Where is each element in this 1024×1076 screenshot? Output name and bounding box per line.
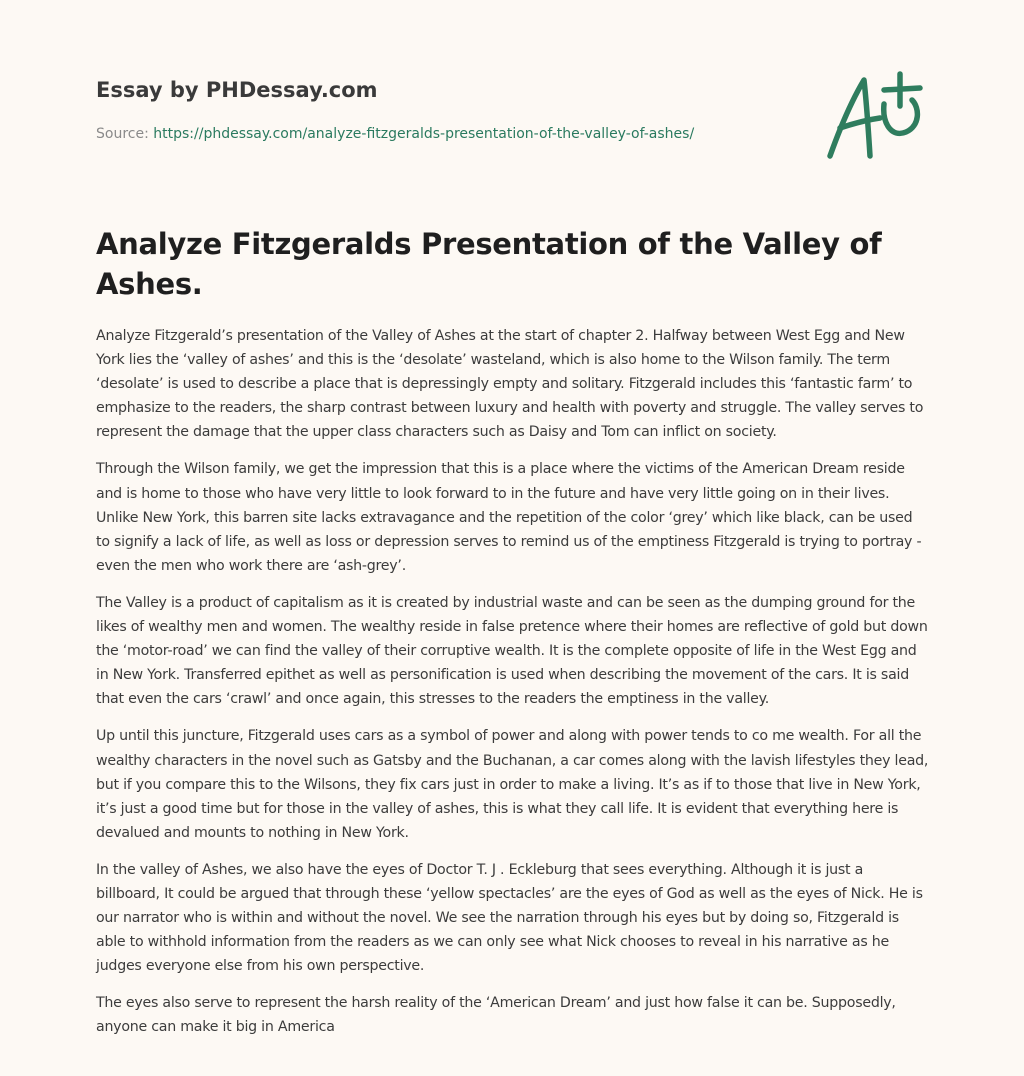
essay-paragraph: The eyes also serve to represent the harsh reality of the ‘American Dream’ and just how false it can be. Supposedly, anyone can make it big in America	[96, 995, 896, 1036]
essay-paragraph: Up until this juncture, Fitzgerald uses cars as a symbol of power and along with power tends to co me wealth. For all the wealthy characters in the novel such as Gatsby and the Buchanan, a car comes along with the lavish lifestyles they lead, but if you compare this to the Wilsons, they fix cars just in order to make a living. It’s as if to those that live in New York, it’s just a good time but for those in the valley of ashes, this is what they call life. It is evident that everything here is devalued and mounts to nothing in New York.	[96, 728, 929, 841]
source-link[interactable]: https://phdessay.com/analyze-fitzgeralds-presentation-of-the-valley-of-ashes/	[153, 126, 695, 142]
essay-title: Analyze Fitzgeralds Presentation of the Valley of Ashes.	[96, 227, 882, 301]
essay-paragraph: In the valley of Ashes, we also have the eyes of Doctor T. J . Eckleburg that sees everything. Although it is just a billboard, It could be argued that through these ‘yellow spectacles’ are the eyes of God as well as the eyes of Nick. He is our narrator who is within and without the novel. We see the narration through his eyes but by doing so, Fitzgerald is able to withhold information from the readers as we can only see what Nick chooses to reveal in his narrative as he judges everyone else from his own perspective.	[96, 861, 923, 975]
essay-paragraph: Analyze Fitzgerald’s presentation of the Valley of Ashes at the start of chapter 2. Halfway between West Egg and New York lies the ‘valley of ashes’ and this is the ‘desolate’ wasteland, which is also home to the Wilson family. The term ‘desolate’ is used to describe a place that is depressingly empty and solitary. Fitzgerald includes this ‘fantastic farm’ to emphasize to the readers, the sharp contrast between luxury and health with poverty and struggle. The valley serves to represent the damage that the upper class characters such as Daisy and Tom can inflict on society.	[96, 328, 924, 441]
a-plus-logo-icon	[822, 68, 926, 164]
a-plus-logo-svg	[822, 68, 926, 164]
logo-plus-horizontal	[884, 88, 920, 90]
essay-paragraph: The Valley is a product of capitalism as it is created by industrial waste and can be seen as the dumping ground for the likes of wealthy men and women. The wealthy reside in false pretence where their homes are reflective of gold but down the ‘motor-road’ we can find the valley of their corruptive wealth. It is the complete opposite of life in the West Egg and in New York. Transferred epithet as well as personification is used when describing the movement of the cars. It is said that even the cars ‘crawl’ and once again, this stresses to the readers the emptiness in the valley.	[96, 594, 928, 708]
source-label: Source:	[96, 126, 149, 142]
site-title: Essay by PHDessay.com	[96, 78, 378, 102]
essay-paragraph: Through the Wilson family, we get the impression that this is a place where the victims of the American Dream reside and is home to those who have very little to look forward to in the future and have very little going on in their lives. Unlike New York, this barren site lacks extravagance and the repetition of the color ‘grey’ which like black, can be used to signify a lack of life, as well as loss or depression serves to remind us of the emptiness Fitzgerald is trying to portray - even the men who work there are ‘ash-grey’.	[96, 461, 922, 574]
source-line	[96, 124, 796, 144]
essay-header	[96, 76, 796, 144]
logo-a-stroke	[830, 80, 870, 156]
essay-body	[96, 224, 930, 1053]
